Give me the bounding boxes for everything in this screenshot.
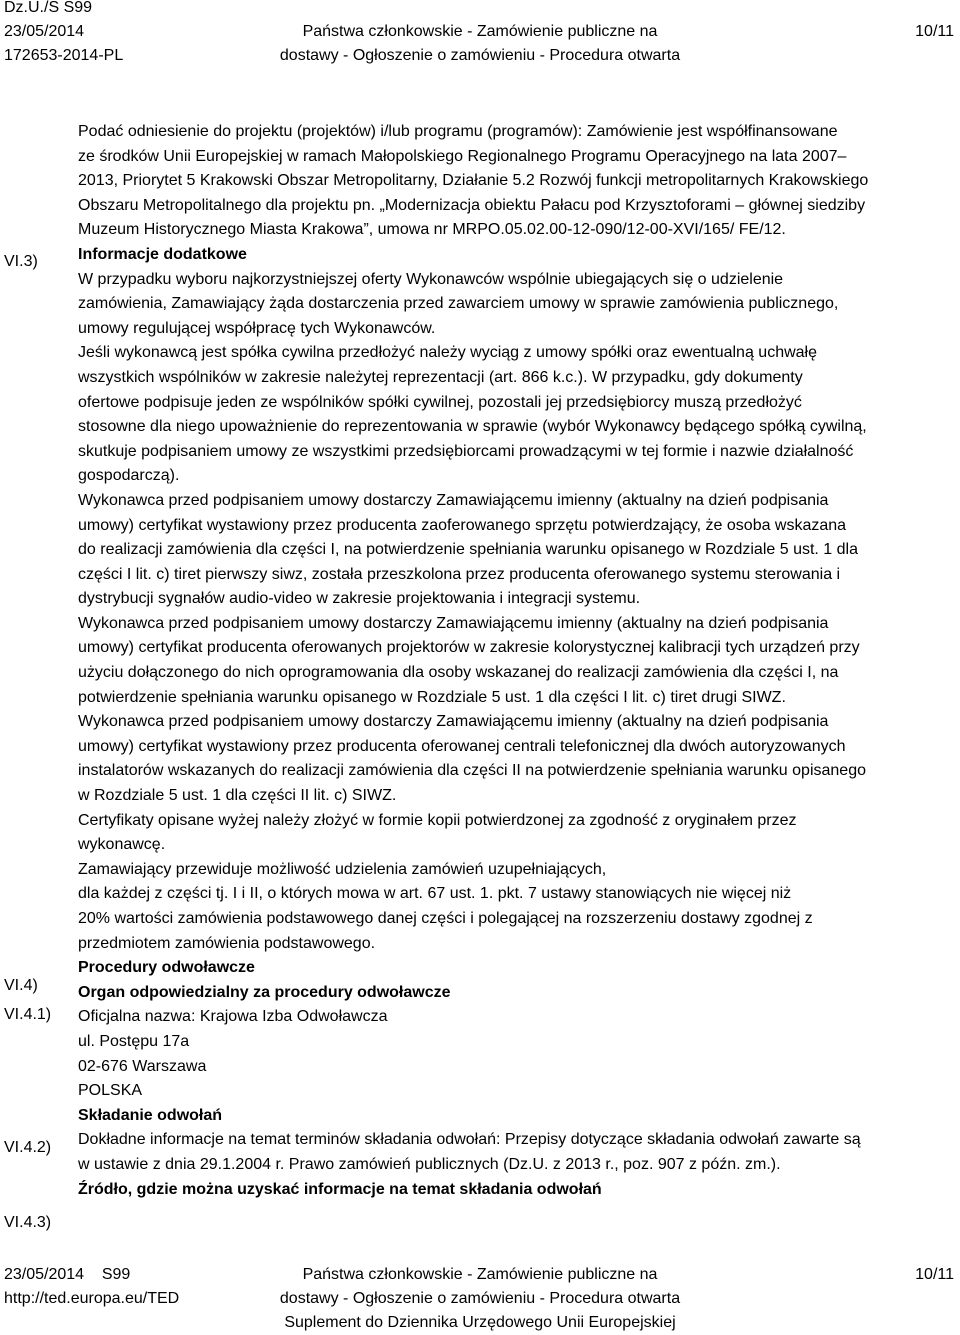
footer-supplement: Suplement do Dziennika Urzędowego Unii Europejskiej [284,1314,676,1331]
header-page-number: 10/11 [915,23,954,40]
body-text-line: umowy regulującej współpracę tych Wykonawców. [78,319,436,337]
header-title-line-2: dostawy - Ogłoszenie o zamówieniu - Procedura otwarta [279,47,681,64]
body-text-line: 02-676 Warszawa [78,1057,207,1075]
body-text-line: ul. Postępu 17a [78,1032,190,1050]
body-text-line: Muzeum Historycznego Miasta Krakowa”, umowa nr MRPO.05.02.00-12-090/12-00-XVI/165/ FE/12. [78,221,786,239]
header-journal-ref: Dz.U./S S99 [4,0,93,16]
body-text-line: 2013, Priorytet 5 Krakowski Obszar Metropolitarny, Działanie 5.2 Rozwój funkcji metropolitarnych Krakowskiego [78,172,869,190]
body-text-line: POLSKA [78,1082,143,1100]
body-text-line: ze środków Unii Europejskiej w ramach Małopolskiego Regionalnego Programu Operacyjnego na lata 2007– [78,147,847,165]
section-heading: Źródło, gdzie można uzyskać informacje na temat składania odwołań [78,1180,602,1198]
body-text-line: wykonawcę. [78,836,166,854]
body-text-line: Zamawiający przewiduje możliwość udzielenia zamówień uzupełniających, [78,860,607,878]
body-text-line: wszystkich wspólników w zakresie należytej reprezentacji (art. 866 k.c.). W przypadku, gdy dokumenty [78,368,803,386]
body-text-line: umowy) certyfikat wystawiony przez producenta zaoferowanego sprzętu potwierdzający, że osoba wskazana [78,516,847,534]
body-text-line: dystrybucji sygnałów audio-video w zakresie projektowania i integracji systemu. [78,590,641,608]
body-text-line: instalatorów wskazanych do realizacji zamówienia dla części II na potwierdzenie spełniania warunku opisanego [78,762,866,780]
section-label-vi41: VI.4.1) [4,1006,52,1023]
body-text-line: Wykonawca przed podpisaniem umowy dostarczy Zamawiającemu imienny (aktualny na dzień podpisania [78,491,829,509]
footer-date-issue: 23/05/2014 S99 [4,1266,131,1283]
body-text-line: ofertowe podpisuje jeden ze wspólników spółki cywilnej, pozostali jej przedsiębiorcy muszą przedłożyć [78,393,802,411]
header-notice-id: 172653-2014-PL [4,47,124,64]
body-text-line: przedmiotem zamówienia podstawowego. [78,934,376,952]
body-text-line: umowy) certyfikat producenta oferowanych projektorów w zakresie kolorystycznej kalibracji tych urządzeń przy [78,639,860,657]
body-text-line: Jeśli wykonawcą jest spółka cywilna przedłożyć należy wyciąg z umowy spółki oraz ewentualną uchwałę [78,344,817,362]
body-text-line: 20% wartości zamówienia podstawowego danej części i polegającej na rozszerzeniu dostawy zgodnej z [78,910,813,927]
body-text-line: Dokładne informacje na temat terminów składania odwołań: Przepisy dotyczące składania odwołań zawarte są [78,1131,861,1149]
body-text-line: w ustawie z dnia 29.1.2004 r. Prawo zamówień publicznych (Dz.U. z 2013 r., poz. 907 z późn. zm.). [78,1155,781,1173]
body-text-line: Obszaru Metropolitalnego dla projektu pn. „Modernizacja obiektu Pałacu pod Krzysztoforami – głównej siedziby [78,196,866,214]
body-text-line: Wykonawca przed podpisaniem umowy dostarczy Zamawiającemu imienny (aktualny na dzień podpisania [78,614,829,632]
section-heading: Procedury odwoławcze [78,959,255,977]
body-text-line: gospodarczą). [78,467,180,485]
body-text-line: zamówienia, Zamawiający żąda dostarczenia przed zawarciem umowy w sprawie zamówienia publicznego, [78,295,839,313]
body-text-line: Wykonawca przed podpisaniem umowy dostarczy Zamawiającemu imienny (aktualny na dzień podpisania [78,713,829,731]
footer-ted-link[interactable]: http://ted.europa.eu/TED [4,1290,180,1307]
body-text-line: Certyfikaty opisane wyżej należy złożyć w formie kopii potwierdzonej za zgodność z oryginałem przez [78,811,797,829]
body-text-line: Podać odniesienie do projektu (projektów) i/lub programu (programów): Zamówienie jest współfinansowane [78,123,838,140]
body-text-line: Oficjalna nazwa: Krajowa Izba Odwoławcza [78,1008,388,1026]
body-text-line: części I lit. c) tiret pierwszy siwz, została przeszkolona przez producenta oferowanego systemu sterowania i [78,565,841,583]
header-date: 23/05/2014 [4,23,85,40]
body-text-line: W przypadku wyboru najkorzystniejszej oferty Wykonawców wspólnie ubiegających się o udzielenie [78,270,784,288]
footer-title-line-2: dostawy - Ogłoszenie o zamówieniu - Procedura otwarta [279,1290,681,1307]
body-text-line: skutkuje podpisaniem umowy ze wszystkimi przedsiębiorcami prowadzącymi w tej formie i nazwie działalność [78,442,854,460]
body-text-line: umowy) certyfikat wystawiony przez producenta oferowanej centrali telefonicznej dla dwóch autoryzowanych [78,737,846,755]
section-label-vi4: VI.4) [4,977,38,994]
section-heading: Składanie odwołań [78,1106,223,1124]
section-heading: Informacje dodatkowe [78,245,247,263]
body-text-line: do realizacji zamówienia dla części I, na potwierdzenie spełniania warunku opisanego w Rozdziale 5 ust. 1 dla [78,541,858,559]
header-title-line-1: Państwa członkowskie - Zamówienie publiczne na [302,23,658,40]
body-text-line: dla każdej z części tj. I i II, o których mowa w art. 67 ust. 1. pkt. 7 ustawy stanowiących nie więcej niż [78,885,792,903]
footer-title-line-1: Państwa członkowskie - Zamówienie publiczne na [302,1266,658,1283]
body-text-line: w Rozdziale 5 ust. 1 dla części II lit. c) SIWZ. [78,787,397,805]
body-text-line: stosowne dla niego upoważnienie do reprezentowania w sprawie (wybór Wykonawcy będącego spółką cywilną, [78,418,867,436]
footer-page-number: 10/11 [915,1266,954,1283]
body-text-line: potwierdzenie spełniania warunku opisanego w Rozdziale 5 ust. 1 dla części I lit. c) tiret drugi SIWZ. [78,688,786,706]
body-text-line: użyciu dołączonego do nich oprogramowania dla osoby wskazanej do realizacji zamówienia dla części I, na [78,664,839,682]
section-label-vi3: VI.3) [4,253,38,270]
section-heading: Organ odpowiedzialny za procedury odwoławcze [78,983,451,1001]
document-body [78,120,954,1202]
section-label-vi43: VI.4.3) [4,1214,52,1231]
section-label-vi42: VI.4.2) [4,1139,52,1156]
